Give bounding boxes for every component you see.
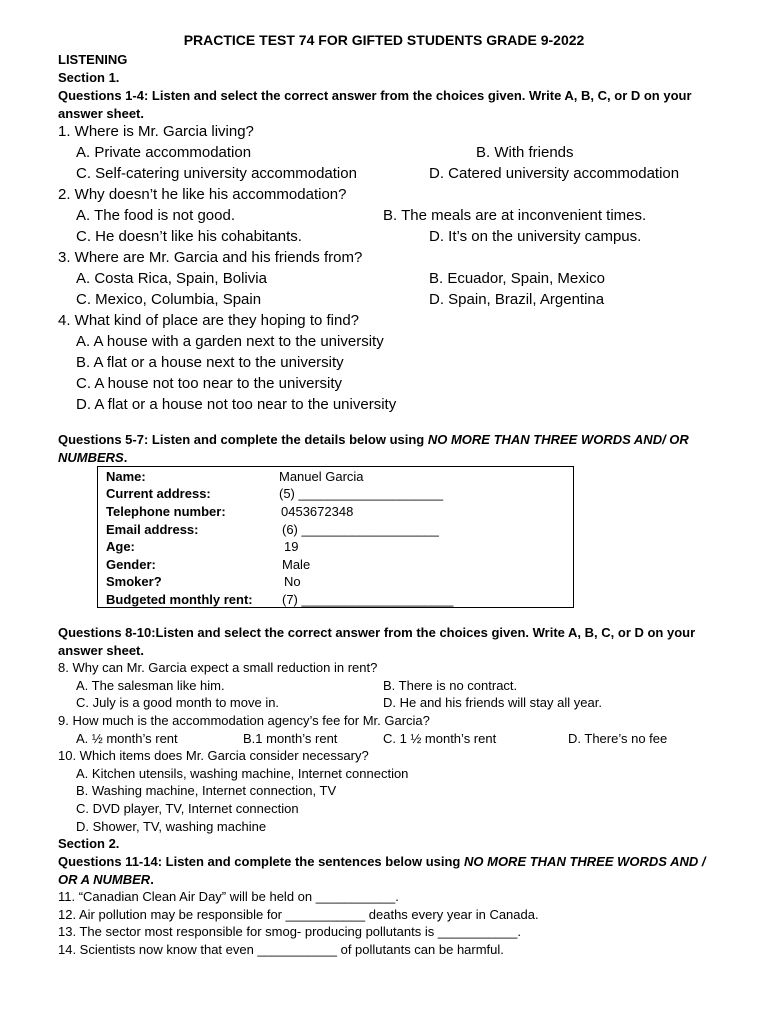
- q1-option-d: D. Catered university accommodation: [429, 165, 680, 182]
- q3-option-b: B. Ecuador, Spain, Mexico: [429, 270, 605, 287]
- details-form: Name: Manuel Garcia Current address: (5) ____________________ Telephone number: 0453672348 Email address: (6) ___________________ Age: 19 Gender: Male Smoker? No Budgeted monthly rent: (7) _____________________: [97, 466, 574, 608]
- q4-option-d: D. A flat or a house not too near to the university: [76, 396, 397, 413]
- q5-7-instruction: Questions 5-7: Listen and complete the details below using NO MORE THAN THREE WORDS AND/ OR NUMBERS.: [58, 432, 689, 465]
- q13: 13. The sector most responsible for smog- producing pollutants is ___________.: [58, 924, 521, 939]
- q1-4-instruction: Questions 1-4: Listen and select the correct answer from the choices given. Write A, B, C, or D on your answer sheet.: [58, 88, 692, 121]
- q2-stem: 2. Why doesn’t he like his accommodation?: [58, 186, 347, 203]
- q10-stem: 10. Which items does Mr. Garcia consider necessary?: [58, 748, 369, 763]
- q3-option-c: C. Mexico, Columbia, Spain: [76, 291, 262, 308]
- q11: 11. “Canadian Clean Air Day” will be held on ___________.: [58, 889, 399, 904]
- q1-option-a: A. Private accommodation: [76, 144, 252, 161]
- q3-option-a: A. Costa Rica, Spain, Bolivia: [76, 270, 267, 287]
- q9-stem: 9. How much is the accommodation agency’s fee for Mr. Garcia?: [58, 713, 430, 728]
- q4-option-b: B. A flat or a house next to the university: [76, 354, 344, 371]
- q4-option-c: C. A house not too near to the university: [76, 375, 343, 392]
- q3-option-d: D. Spain, Brazil, Argentina: [429, 291, 605, 308]
- q8-option-a: A. The salesman like him.: [76, 678, 225, 693]
- q1-option-b: B. With friends: [476, 144, 574, 161]
- q2-option-b: B. The meals are at inconvenient times.: [383, 207, 647, 224]
- q9-option-d: D. There’s no fee: [568, 731, 668, 746]
- q8-option-b: B. There is no contract.: [383, 678, 518, 693]
- q2-option-d: D. It’s on the university campus.: [429, 228, 642, 245]
- q2-option-a: A. The food is not good.: [76, 207, 236, 224]
- q8-10-instruction: Questions 8-10:Listen and select the correct answer from the choices given. Write A, B, C, or D on your answer sheet.: [58, 625, 696, 658]
- q2-option-c: C. He doesn’t like his cohabitants.: [76, 228, 302, 245]
- q10-option-b: B. Washing machine, Internet connection, TV: [76, 783, 337, 798]
- q10-option-d: D. Shower, TV, washing machine: [76, 819, 267, 834]
- q1-option-c: C. Self-catering university accommodation: [76, 165, 357, 182]
- section-1-heading: Section 1.: [58, 70, 120, 85]
- page-title: PRACTICE TEST 74 FOR GIFTED STUDENTS GRADE 9-2022: [183, 32, 585, 48]
- q1-stem: 1. Where is Mr. Garcia living?: [58, 123, 254, 140]
- q10-option-c: C. DVD player, TV, Internet connection: [76, 801, 299, 816]
- q11-14-instruction: Questions 11-14: Listen and complete the sentences below using NO MORE THAN THREE WORDS AND / OR A NUMBER.: [58, 854, 706, 887]
- section-2-heading: Section 2.: [58, 836, 120, 851]
- q8-stem: 8. Why can Mr. Garcia expect a small reduction in rent?: [58, 660, 378, 675]
- q9-option-b: B.1 month’s rent: [243, 731, 338, 746]
- q9-option-c: C. 1 ½ month’s rent: [383, 731, 497, 746]
- q3-stem: 3. Where are Mr. Garcia and his friends from?: [58, 249, 363, 266]
- q4-stem: 4. What kind of place are they hoping to find?: [58, 312, 360, 329]
- listening-heading: LISTENING: [58, 52, 128, 67]
- q8-option-c: C. July is a good month to move in.: [76, 695, 280, 710]
- q4-option-a: A. A house with a garden next to the university: [76, 333, 384, 350]
- q10-option-a: A. Kitchen utensils, washing machine, Internet connection: [76, 766, 409, 781]
- q8-option-d: D. He and his friends will stay all year.: [383, 695, 602, 710]
- q9-option-a: A. ½ month’s rent: [76, 731, 178, 746]
- q14: 14. Scientists now know that even ___________ of pollutants can be harmful.: [58, 942, 504, 957]
- q12: 12. Air pollution may be responsible for ___________ deaths every year in Canada.: [58, 907, 539, 922]
